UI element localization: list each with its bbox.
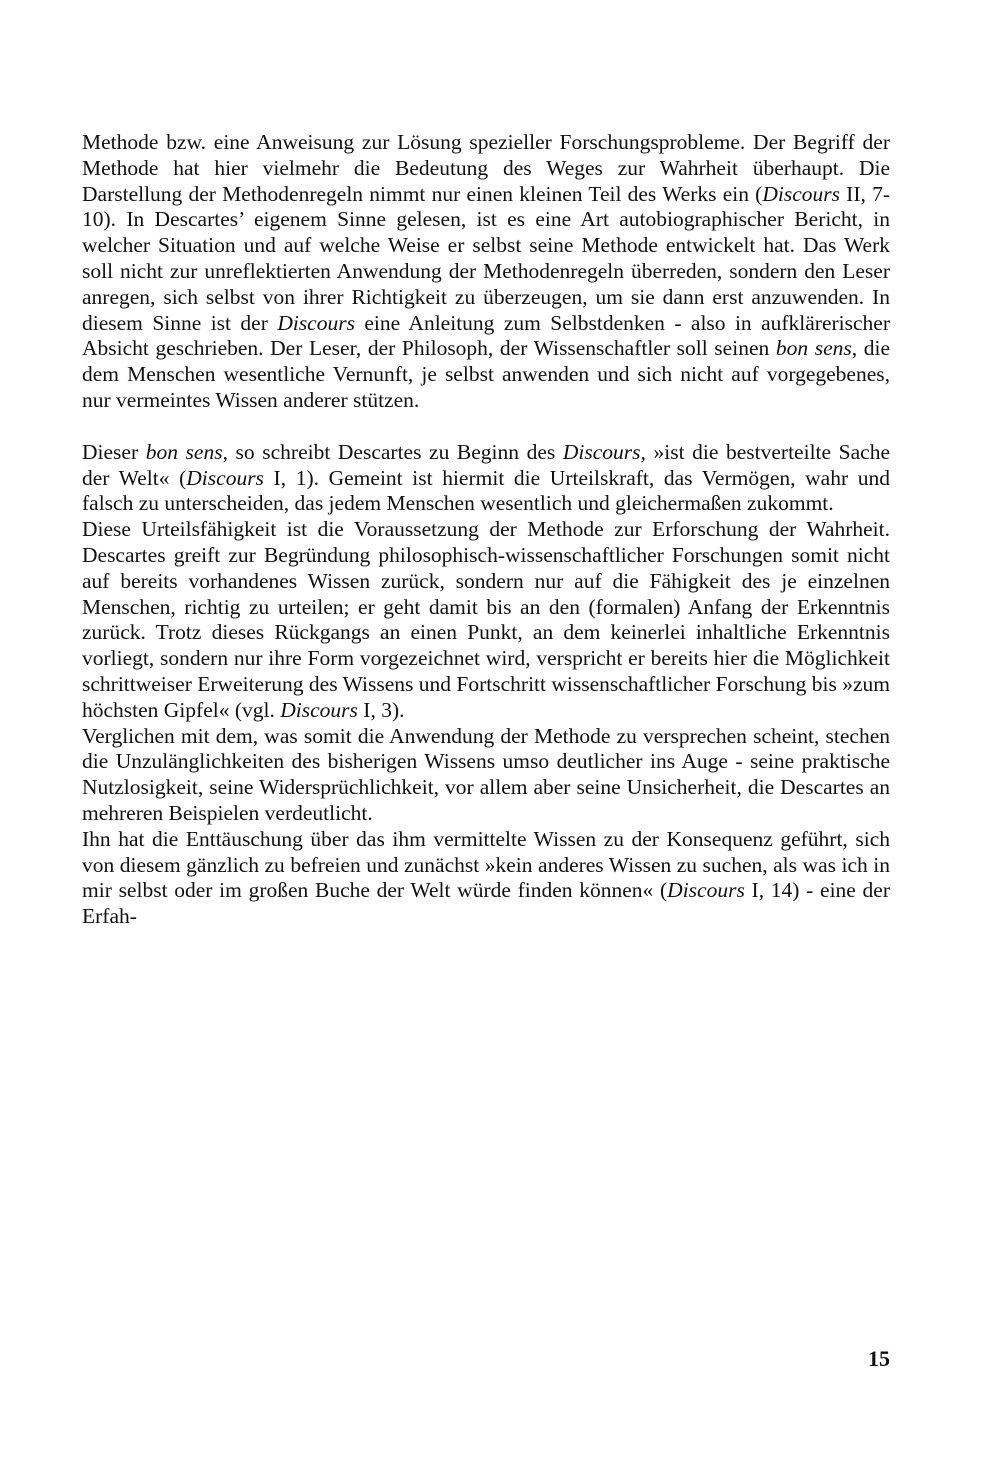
italic-text-run: Discours <box>277 310 355 335</box>
italic-text-run: Discours, <box>562 439 646 464</box>
text-run: Diese Urteilsfähigkeit ist die Voraussetzung der Methode zur Erforschung der Wahrheit. Descartes greift zur Begründung philosophisch-wissenschaftlicher Forschungen somit nicht auf bereits vorhandenes Wissen zurück, sondern nur auf die Fähigkeit des je einzelnen Menschen, richtig zu urteilen; er geht damit bis an den (formalen) Anfang der Erkenntnis zurück. Trotz dieses Rückgangs an einen Punkt, an dem keinerlei inhaltliche Erkenntnis vorliegt, sondern nur ihre Form vorgezeichnet wird, verspricht er bereits hier die Möglichkeit schrittweiser Erweiterung des Wissens und Fortschritt wissenschaftlicher Forschung bis »zum höchsten Gipfel« (vgl. <box>82 517 890 722</box>
page-number: 15 <box>868 1346 890 1371</box>
italic-text-run: Discours <box>280 697 358 722</box>
text-run: Dieser <box>82 439 146 464</box>
paragraph-gap <box>82 414 890 440</box>
text-run: Methode bzw. eine Anweisung zur Lösung spezieller Forschungsprobleme. Der Begriff der Methode hat hier vielmehr die Bedeutung des Weges zur Wahrheit überhaupt. Die Darstellung der Methodenregeln nimmt nur einen kleinen Teil des Werks ein ( <box>82 130 890 206</box>
text-run: Ihn hat die Enttäuschung über das ihm vermittelte Wissen zu der Konsequenz geführt, sich von diesem gänzlich zu befreien und zunächst »kein anderes Wissen zu suchen, als was ich in mir selbst oder im großen Buche der Welt würde finden können« ( <box>82 826 890 903</box>
italic-text-run: bon sens <box>145 439 223 464</box>
text-run: , die dem Menschen wesentliche Vernunft, je selbst anwenden und sich nicht auf vorgegebenes, nur vermeintes Wissen anderer stützen. <box>82 336 890 412</box>
text-run: II, 7-10). In Descartes’ eigenem Sinne gelesen, ist es eine Art autobiographischer Bericht, in welcher Situation und auf welche Weise er selbst seine Methode entwickelt hat. Das Werk soll nicht zur unreflektierten Anwendung der Methodenregeln überreden, sondern den Leser anregen, sich selbst von ihrer Richtigkeit zu überzeugen, um sie dann erst anzuwenden. In diesem Sinne ist der <box>82 181 890 335</box>
text-run: I, 14) - eine der Erfah- <box>82 878 890 929</box>
paragraph-4 <box>82 724 890 827</box>
text-run: I, 1). Gemeint ist hiermit die Urteilskraft, das Vermögen, wahr und falsch zu unterscheiden, das jedem Menschen wesentlich und gleichermaßen zukommt. <box>82 465 890 516</box>
italic-text-run: Discours <box>762 181 840 206</box>
italic-text-run: bon sens <box>775 336 852 361</box>
text-run: eine Anleitung zum Selbstdenken - also in aufklärerischer Absicht geschrieben. Der Leser, der Philosoph, der Wissenschaftler soll seinen <box>82 310 891 361</box>
page-body <box>82 130 890 930</box>
text-run: I, 3). <box>357 697 405 722</box>
italic-text-run: Discours <box>186 465 264 490</box>
italic-text-run: Discours <box>667 878 745 903</box>
paragraph-1 <box>82 130 890 414</box>
text-run: , so schreibt Descartes zu Beginn des <box>222 439 563 464</box>
paragraph-2 <box>82 440 890 517</box>
paragraph-5 <box>82 827 890 930</box>
text-run: Verglichen mit dem, was somit die Anwendung der Methode zu versprechen scheint, stechen die Unzulänglichkeiten des bisherigen Wissens umso deutlicher ins Auge - seine praktische Nutzlosigkeit, seine Widersprüchlichkeit, vor allem aber seine Unsicherheit, die Descartes an mehreren Beispielen verdeutlicht. <box>82 723 890 825</box>
paragraph-3 <box>82 517 890 723</box>
text-run: »ist die bestverteilte Sache der Welt« ( <box>82 439 890 490</box>
